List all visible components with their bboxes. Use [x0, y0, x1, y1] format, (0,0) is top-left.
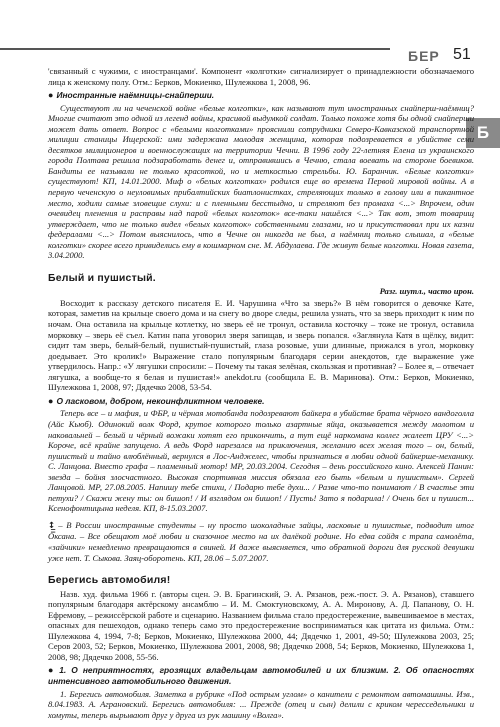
sense-heading-text: 1. О неприятностях, грозящих владельцам автомобилей и их близким. 2. Об опасностях интенсивного автомобильного движения.	[48, 665, 475, 686]
citation-block: 1. Берегись автомобиля. Заметка в рубрике «Под острым углом» о канители с ремонтом автомашины. Изв., 8.04.1983. А. Аграновский. Берегись автомобиля: ... Прежде (отец и сын) делили с криком чересседельники и хомуты, теперь вырывают друг у друга из рук машину «Волга».	[48, 688, 474, 720]
sense-heading-kind	[48, 396, 474, 407]
sense-heading-mercenaries	[48, 90, 474, 101]
stylistic-mark: Разг. шутл., часто ирон.	[379, 286, 474, 297]
note-icon: ↕̲̲	[48, 520, 56, 531]
entry-title-beliy-pushistiy: Белый и пушистый.	[48, 271, 156, 284]
dictionary-page	[48, 66, 474, 720]
entry-title-beregis: Берегись автомобиля!	[48, 574, 171, 587]
bullet-icon: ●	[48, 395, 54, 406]
letter-tab: Б	[466, 118, 500, 148]
entry-body: Назв. худ. фильма 1966 г. (авторы сцен. Э. В. Брагинский, Э. А. Рязанов, реж.-пост. Э. А. Рязанов), ставшего популярным благодаря актёрскому ансамблю – И. М. Смоктуновскому, А. А. Миронову, А. Д. Папанову, О. Н. Ефремову, – режиссёрской работе и сценарию. Названием фильма стало предостережение, вывешиваемое в местах, опасных для пешеходов, однако теперь само это предостережение восприниматься как цитата из фильма. Отм.: Шулежкова 4, 1994, 7-8; Берков, Мокиенко, Шулежкова 2000, 44; Дядечко 1, 2001, 49-50; Шулежкова 2003, 25; Серов 2003, 52; Берков, Мокиенко, Шулежкова 2001, 2008, 98; Дядечко 2008, 54; Берков, Мокиенко, Шулежкова 1, 2008, 98; Дядечко 2008, 55-56.	[48, 588, 474, 662]
sense-heading-text: Иностранные наёмницы-снайперши.	[56, 90, 215, 101]
running-head: БЕР	[408, 48, 440, 64]
citation-extra-text: – В России иностранные студенты – ну просто шоколадные зайцы, ласковые и пушистые, подводит итог Оксана. – Все обещают моё любви и сказочное место на их далёкой родине. Но едва сойдя с трапа самолёта, «зайчики» немедленно превращаются в свиней. И даже выясняется, что обратной дороги для русской девушки уже нет. Т. Сыкова. Заяц-оборотень. КП, 28.06 – 5.07.2007.	[48, 519, 474, 563]
citation-block: Существуют ли на чеченской войне «белые колготки», как называют тут иностранных снайперш-наёмниц? Многие считают это одной из легенд войны, красивой выдумкой солдат. Только похоже хотя бы одной снайперши может дать ответ. Вопрос с «белыми колготками» прояснили сотрудники Северо-Кавказской транспортной милиции станицы Ищерской: ими задержана молодая женщина, которая подозревается в убийстве семи десятков милиционеров и военнослужащих на территории Чечни. В 1996 году 22-летняя Елена из украинского города Полтава решила подзаработать денег и, отправившись в Чечню, стала воевать на стороне боевиков. Бандиты ее называли не только красоткой, но и меткостью стрельбы. Ю. Баранчик. «Белые колготки» существуют! КП, 14.01.2000. Миф о «белых колготках» родился еще во времена Первой мировой войны. А в первую чеченскую о неуловимых прибалтийских биатлонистках, стреляющих только в голову или в пикантное место, ходили самые зловещие слухи: и с пленными бесстыдно, и стреляют без промаха <...> Впрочем, один очевидец пленения и расправы над парой «белых колготок» все-таки нашёлся <...> Так вот, этот товарищ утверждает, что не только видел «белых колготок» собственными глазами, но и присутствовал при их казни федералами <...> Потом выяснилось, что в Чечне он никогда не был, а наёмниц только слышал, а «белые колготки» скорее всего привиделись ему в кошмарном сне. М. Абдулаева. Где живут белые колготки. Новая газета, 3.04.2000.	[48, 102, 474, 261]
header-rule	[0, 48, 390, 50]
page-number: 51	[453, 46, 471, 63]
entry-body: Восходит к рассказу детского писателя Е. И. Чарушина «Что за зверь?» В нём говорится о девочке Кате, которая, заметив на крыльце своего дома и на снегу во дворе следы, решила узнать, что за зверь приходит к ним по ночам. Она оставила на крыльце котлетку, но зверь её не тронул, оставила косточку – тоже не тронул, оставила морковку – зверь её съел. Катин папа уговорил зверя запищав, и зверь попался. «Заглянула Катя в щёлку, видит: сидит там зверь, белый-белый, пушистый-пушистый, глаза розовые, уши длинные, прижался в угол, морковку доедывает. Это кролик!» Выражение стало популярным благодаря серии анекдотов, где выражение уже утвердилось. Напр.: «У лягушки спросили: – Почему ты такая зелёная, скользкая и противная? – Более я, – отвечает лягушка, а вообще-то я белая и пушистая!» anekdot.ru (сообщила Е. В. Маринова). Отм.: Берков, Мокиенко, Шулежкова 1, 2008, 97; Дядечко 2008, 53-54.	[48, 297, 475, 393]
sense-heading-text: О ласковом, добром, некоинфликтном человеке.	[56, 395, 265, 406]
bullet-icon: ●	[48, 665, 57, 676]
citation-block: Теперь все – и мафия, и ФБР, и чёрная мотобанда подозревают байкера в убийстве брата чёрного вандоголла (Айс Кьюб). Одинокий волк Форд, крутое которого только азартные яйца, оказывается между молотом и наковальней – белый и чёрный вожаки хотят его прикончить, а тут ещё наркомана коллег жалеет ЦРУ <...> Короче, всё крайне запущено. А ведь Форд нарезался на приключения, желанию всех желая того – он, белый, пушистый и тайно влюблённый, вернулся в Лос-Анджелес, чтобы признаться в любви одной байкерше-механику. С. Ланцова. Вместо графа – пламенный мотор! МР, 20.03.2004. Сегодня – день российского кино. Алексей Панин: звезда – бойня злосчастного. Высокая спортивная миссия обязала его быть «белым и пушистым». Сергей Ланцовой. МР, 27.08.2005. Напишу тебе стихи, / Подарю тебе духи... / Разве что-то понимают / В счастье эти петухи? / Скажи жену ты: он бишоп! / И взглядом он бишоп! / Пусть! Зато я подарила! / Очень бел и пушист... Ксенофонтицына неделя. КП, 8-15.03.2007.	[48, 408, 474, 514]
bullet-icon: ●	[48, 90, 54, 101]
intro-text: 'связанный с чужими, с иностранцами'. Компонент «колготки» сигнализирует о принадлежности обозначаемого лица к женскому полу. Отм.: Берков, Мокиенко, Шулежкова 1, 2008, 96.	[48, 66, 474, 87]
citation-extra	[48, 520, 474, 563]
sense-heading-cars	[48, 665, 474, 686]
